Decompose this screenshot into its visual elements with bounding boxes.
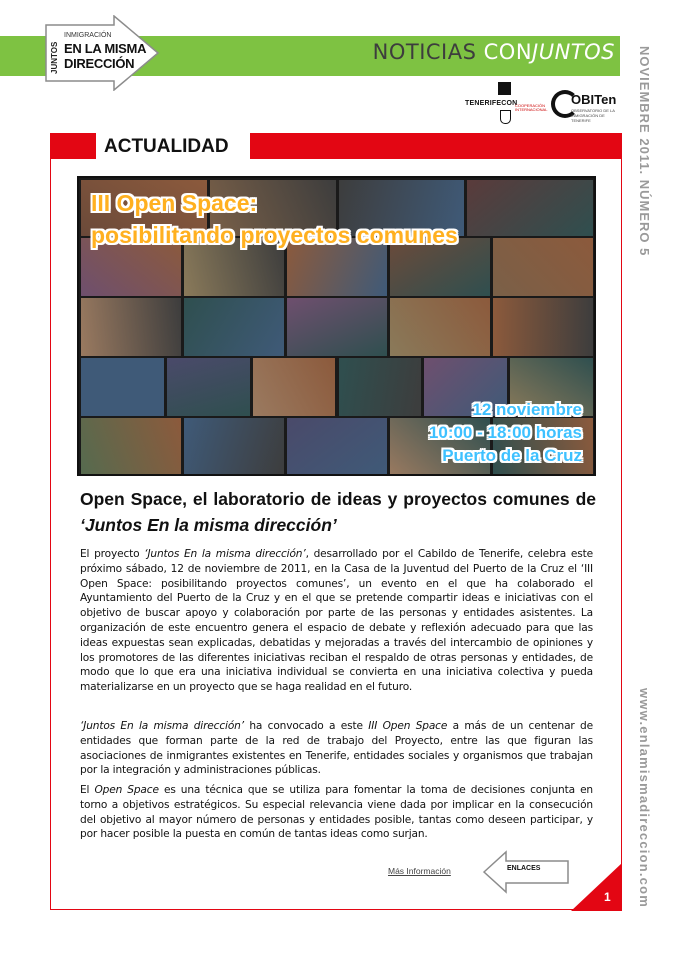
article-paragraph-1 (80, 547, 593, 695)
event-photo (467, 180, 593, 236)
event-photo (81, 358, 164, 416)
event-photo (253, 358, 336, 416)
tenerife-square-icon (498, 82, 511, 95)
p1-text-a: El proyecto (80, 548, 145, 560)
banner-title-line-2: posibilitando proyectos comunes (91, 222, 458, 248)
logo-vertical-word: JUNTOS (50, 41, 59, 74)
links-button-label: ENLACES (507, 865, 541, 872)
frame-red-corner (50, 133, 96, 159)
obiten-name: OBITen (571, 92, 617, 107)
newsletter-title (373, 40, 615, 64)
event-photo (287, 418, 387, 476)
article-paragraph-2 (80, 719, 593, 778)
tenerife-con-subtitle: COOPERACIÓN INTERNACIONAL (515, 103, 548, 112)
p3-open-space: Open Space (94, 784, 159, 796)
issue-date: NOVIEMBRE 2011. NÚMERO 5 (637, 46, 652, 257)
project-logo (50, 28, 148, 76)
links-arrow-button[interactable] (482, 850, 570, 894)
section-title: ACTUALIDAD (104, 136, 229, 157)
sponsor-obiten (551, 88, 621, 122)
p1-text-c: , desarrollado por el Cabildo de Tenerife, celebra este próximo sábado, 12 de noviembre de 2011, en la Casa de la Juventud del Puerto de la Cruz el ‘III Open Space: posibilitando proyectos comunes’, un evento en el que ha colaborado el Ayuntamiento del Puerto de la Cruz y en el que se pretende compartir ideas e iniciativas con el objetivo de buscar apoyo y colaboración por parte de las personas y entidades asistentes. La organización de este encuentro genera el espacio de debate y reflexión adecuado para que las ideas expuestas sean explicadas, debatidas y mejoradas a través del intercambio de opiniones y los promotores de las diferentes iniciativas reciban el respaldo de otras personas y entidades, de modo que lo que era una iniciativa individual se convierta en una iniciativa colectiva y pueda materializarse en un proyecto que se haga realidad en el futuro. (80, 548, 593, 694)
article-headline (80, 486, 596, 538)
obiten-subtitle: OBSERVATORIO DE LA INMIGRACIÓN DE TENERIFE (571, 108, 615, 123)
banner-title-line-1: III Open Space: (91, 190, 258, 216)
more-info-link[interactable]: Más Información (388, 866, 451, 876)
logo-line-2: DIRECCIÓN (64, 56, 135, 71)
website-url[interactable]: www.enlamismadireccion.com (637, 688, 652, 909)
cabildo-crest-icon (500, 110, 511, 124)
p3-text-a: El (80, 784, 95, 796)
page-corner-triangle (571, 863, 622, 911)
p2-event-name: III Open Space (368, 720, 448, 732)
title-part-juntos: JUNTOS (532, 40, 615, 64)
event-photo (390, 298, 490, 356)
banner-time: 10:00 - 18:00 horas (428, 423, 582, 442)
p2-text-d: a más de un centenar de entidades que forman parte de la red de trabajo del Proyecto, entre las que figuran las asociaciones de inmigrantes existentes en Tenerife, entidades sociales y organismos que trabajan por la integración y administraciones públicas. (80, 720, 593, 777)
sponsor-tenerife-con (465, 80, 548, 124)
event-photo (339, 358, 422, 416)
banner-date: 12 noviembre (472, 400, 582, 419)
event-photo (287, 298, 387, 356)
tenerife-name-part2: CON (501, 100, 518, 107)
tenerife-name-part1: TENERIFE (465, 100, 502, 107)
event-photo (184, 298, 284, 356)
page-number: 1 (604, 890, 611, 904)
p2-text-b: ha convocado a este (243, 720, 369, 732)
event-photo (493, 298, 593, 356)
frame-red-bar (250, 133, 622, 159)
logo-small-text: INMIGRACIÓN (64, 32, 112, 39)
logo-line-1: EN LA MISMA (64, 41, 147, 56)
p3-text-c: es una técnica que se utiliza para fomentar la toma de decisiones conjunta en torno a objetivos estratégicos. Su especial relevancia viene dada por implicar en la consecución del objetivo al mayor número de personas y entidades posible, tantas como deseen participar, y por hacer posible la puesta en común de tantas ideas como surjan. (80, 784, 594, 841)
event-banner (77, 176, 596, 476)
article-paragraph-3 (80, 783, 593, 842)
tenerife-con-name (465, 100, 517, 107)
event-photo (81, 298, 181, 356)
title-part-con: CON (483, 40, 533, 64)
event-photo (167, 358, 250, 416)
headline-main: Open Space, el laboratorio de ideas y proyectos comunes de (80, 489, 596, 509)
p1-project-name: ‘Juntos En la misma dirección’ (144, 548, 306, 560)
event-photo (184, 418, 284, 476)
banner-place: Puerto de la Cruz (442, 446, 582, 465)
headline-project-name: ‘Juntos En la misma dirección’ (80, 515, 337, 535)
event-photo (81, 418, 181, 476)
title-part-noticias: NOTICIAS (372, 40, 484, 64)
p2-project-name: ‘Juntos En la misma dirección’ (80, 720, 244, 732)
event-photo (493, 238, 593, 296)
